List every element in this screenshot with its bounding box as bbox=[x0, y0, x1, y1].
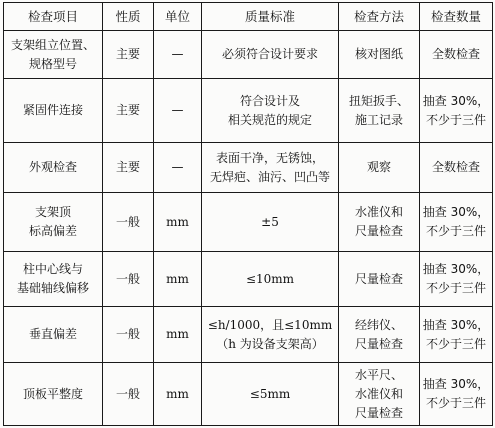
table-row bbox=[4, 193, 493, 252]
table-row bbox=[4, 31, 493, 79]
item-cell: 紧固件连接 bbox=[4, 79, 103, 143]
nature-cell: 主要 bbox=[103, 79, 154, 143]
unit-cell: mm bbox=[154, 193, 202, 252]
quantity-cell: 全数检查 bbox=[420, 31, 493, 79]
nature-cell: 主要 bbox=[103, 143, 154, 193]
method-cell: 经纬仪、 尺量检查 bbox=[339, 307, 420, 363]
header-cell: 质量标准 bbox=[202, 3, 339, 31]
method-cell: 水准仪和 尺量检查 bbox=[339, 193, 420, 252]
item-cell: 顶板平整度 bbox=[4, 363, 103, 426]
item-cell: 支架顶 标高偏差 bbox=[4, 193, 103, 252]
table-row bbox=[4, 143, 493, 193]
method-cell: 水平尺、 水准仪和 尺量检查 bbox=[339, 363, 420, 426]
standard-cell: 表面干净，无锈蚀， 无焊疤、油污、凹凸等 bbox=[202, 143, 339, 193]
unit-cell: — bbox=[154, 31, 202, 79]
standard-cell: ≤5mm bbox=[202, 363, 339, 426]
standard-cell: 必须符合设计要求 bbox=[202, 31, 339, 79]
nature-cell: 一般 bbox=[103, 193, 154, 252]
header-cell: 检查项目 bbox=[4, 3, 103, 31]
standard-cell: 符合设计及 相关规范的规定 bbox=[202, 79, 339, 143]
method-cell: 观察 bbox=[339, 143, 420, 193]
unit-cell: — bbox=[154, 143, 202, 193]
item-cell: 外观检查 bbox=[4, 143, 103, 193]
method-cell: 核对图纸 bbox=[339, 31, 420, 79]
nature-cell: 主要 bbox=[103, 31, 154, 79]
table-row bbox=[4, 79, 493, 143]
header-cell: 检查方法 bbox=[339, 3, 420, 31]
header-row bbox=[4, 3, 493, 31]
nature-cell: 一般 bbox=[103, 252, 154, 307]
inspection-table bbox=[3, 2, 493, 426]
quantity-cell: 全数检查 bbox=[420, 143, 493, 193]
unit-cell: — bbox=[154, 79, 202, 143]
method-cell: 尺量检查 bbox=[339, 252, 420, 307]
standard-cell: ≤10mm bbox=[202, 252, 339, 307]
table-row bbox=[4, 252, 493, 307]
standard-cell: ±5 bbox=[202, 193, 339, 252]
standard-cell: ≤h/1000，且≤10mm （h 为设备支架高） bbox=[202, 307, 339, 363]
table-row bbox=[4, 363, 493, 426]
quantity-cell: 抽查 30%， 不少于三件 bbox=[420, 79, 493, 143]
unit-cell: mm bbox=[154, 363, 202, 426]
item-cell: 支架组立位置、 规格型号 bbox=[4, 31, 103, 79]
method-cell: 扭矩扳手、 施工记录 bbox=[339, 79, 420, 143]
quantity-cell: 抽查 30%， 不少于三件 bbox=[420, 252, 493, 307]
unit-cell: mm bbox=[154, 307, 202, 363]
nature-cell: 一般 bbox=[103, 307, 154, 363]
header-cell: 单位 bbox=[154, 3, 202, 31]
unit-cell: mm bbox=[154, 252, 202, 307]
table-row bbox=[4, 307, 493, 363]
nature-cell: 一般 bbox=[103, 363, 154, 426]
quantity-cell: 抽查 30%， 不少于三件 bbox=[420, 193, 493, 252]
quantity-cell: 抽查 30%， 不少于三件 bbox=[420, 307, 493, 363]
item-cell: 垂直偏差 bbox=[4, 307, 103, 363]
item-cell: 柱中心线与 基础轴线偏移 bbox=[4, 252, 103, 307]
header-cell: 性质 bbox=[103, 3, 154, 31]
header-cell: 检查数量 bbox=[420, 3, 493, 31]
quantity-cell: 抽查 30%， 不少于三件 bbox=[420, 363, 493, 426]
